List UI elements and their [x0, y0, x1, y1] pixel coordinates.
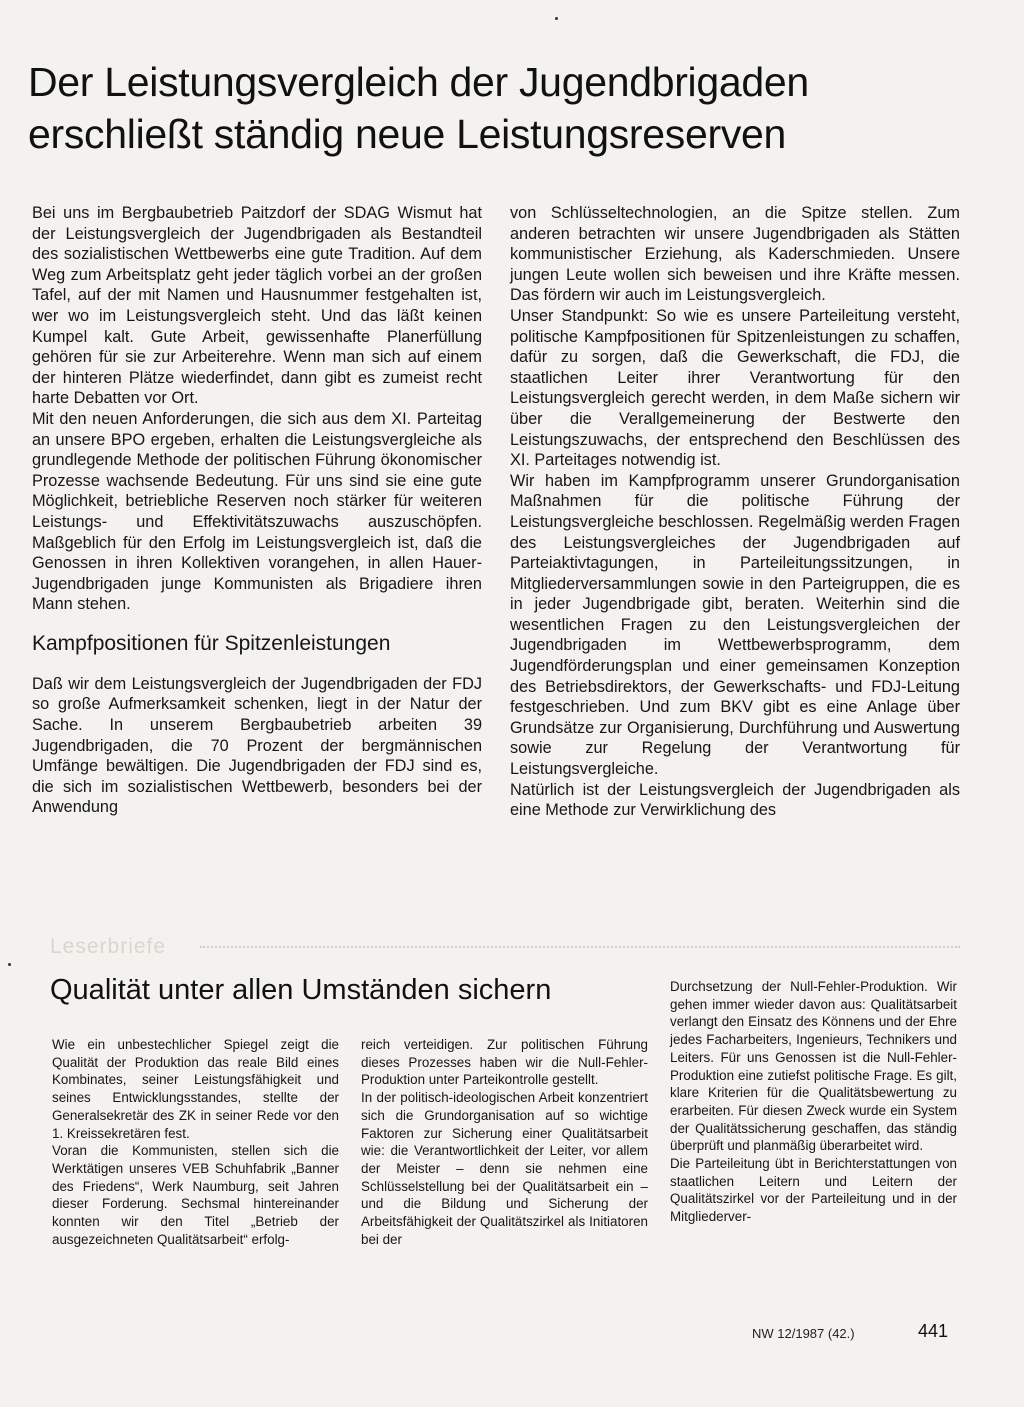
paragraph: Wie ein unbestechlicher Spiegel zeigt die Qualität der Produktion das reale Bild eines Kombinates, seiner Leistungsfähigkeit und seines Entwicklungsstandes, stellte der Generalsekretär des ZK in seiner Rede vor den 1. Kreissekretären fest.	[52, 1037, 339, 1141]
paragraph: In der politisch-ideologischen Arbeit konzentriert sich die Grundorganisation auf so wichtige Faktoren zur Sicherung einer Qualitätsarbeit wie: die Verantwortlichkeit der Leiter, vor allem der Meister – denn sie nehmen eine Schlüsselstellung bei der Qualitätsarbeit ein – und die Bildung und Sicherung der Arbeitsfähigkeit der Qualitätszirkel als Initiatoren bei der	[361, 1090, 648, 1247]
print-speck	[8, 963, 11, 966]
paragraph: Natürlich ist der Leistungsvergleich der Jugendbrigaden als eine Methode zur Verwirklichung des	[510, 780, 960, 820]
paragraph: Durchsetzung der Null-Fehler-Produktion. Wir gehen immer wieder davon aus: Qualitätsarbeit verlangt den Einsatz des Könnens und der Ehre jedes Facharbeiters, Ingenieurs, Technikers und Leiters. Für uns Genossen ist die Null-Fehler-Produktion eine zutiefst politische Frage. Es gilt, klare Kriterien für die Qualitätsbewertung zu erarbeiten. Für diesen Zweck wurde ein System der Qualitätssicherung geschaffen, das ständig überprüft und planmäßig überarbeitet wird.	[670, 979, 957, 1154]
article-title	[28, 56, 988, 160]
paragraph: reich verteidigen. Zur politischen Führung dieses Prozesses haben wir die Null-Fehler-Produktion unter Parteikontrolle gestellt.	[361, 1037, 648, 1088]
article-column-right	[510, 203, 960, 903]
paragraph: Wir haben im Kampfprogramm unserer Grundorganisation Maßnahmen für die politische Führung der Leistungsvergleiche beschlossen. Regelmäßig werden Fragen des Leistungsvergleiches der Jugendbrigaden auf Parteiaktivtagungen, in Parteileitungssitzungen, in Mitgliederversammlungen sowie in den Parteigruppen, die es in jeder Jugendbrigade gibt, beraten. Weiterhin sind die wesentlichen Fragen zu den Leistungsvergleichen der Jugendbrigaden im Wettbewerbsprogramm, dem Jugendförderungsplan und einer gemeinsamen Konzeption des Betriebsdirektors, der Gewerkschafts- und FDJ-Leitung festgeschrieben. Und zum BKV gibt es eine Anlage über Grundsätze zur Organisierung, Durchführung und Auswertung sowie zur Regelung der Verantwortung für Leistungsvergleiche.	[510, 471, 960, 779]
section-label: Leserbriefe	[50, 935, 167, 958]
article-body	[32, 203, 960, 903]
paragraph: Mit den neuen Anforderungen, die sich aus dem XI. Parteitag an unsere BPO ergeben, erhalten die Leistungsvergleiche als grundlegende Methode der politischen Führung ökonomischer Prozesse wachsende Bedeutung. Für uns sind sie eine gute Möglichkeit, betriebliche Reserven noch stärker für weiteren Leistungs- und Effektivitätszuwachs auszuschöpfen. Maßgeblich für den Erfolg im Leistungsvergleich ist, daß die Genossen in ihren Kollektiven vorangehen, in allen Hauer-Jugendbrigaden junge Kommunisten als Brigadiere ihren Mann stehen.	[32, 409, 482, 614]
article-column-left	[32, 203, 482, 903]
print-speck	[555, 17, 558, 20]
section-divider	[200, 946, 960, 948]
paragraph: Bei uns im Bergbaubetrieb Paitzdorf der SDAG Wismut hat der Leistungsvergleich der Jugendbrigaden als Bestandteil des sozialistischen Wettbewerbs eine gute Tradition. Auf dem Weg zum Arbeitsplatz geht jeder täglich vorbei an der großen Tafel, auf der mit Namen und Hausnummer festgehalten ist, wer wo im Leistungsvergleich steht. Und das läßt keinen Kumpel kalt. Gute Arbeit, gewissenhafte Planerfüllung gehören für sie zur Arbeiterehre. Wenn man sich auf einem der hinteren Plätze wiederfindet, dann gibt es zumeist recht harte Debatten vor Ort.	[32, 204, 482, 408]
article-title-line: Der Leistungsvergleich der Jugendbrigaden	[28, 59, 809, 105]
letter-column-2	[361, 1036, 648, 1326]
article-title-line: erschließt ständig neue Leistungsreserven	[28, 111, 787, 157]
paragraph: Voran die Kommunisten, stellen sich die Werktätigen unseres VEB Schuhfabrik „Banner des Friedens“, Werk Naumburg, seit Jahren dieser Forderung. Sechsmal hintereinander konnten wir den Titel „Betrieb der ausgezeichneten Qualitätsarbeit“ erfolg-	[52, 1143, 339, 1247]
letter-column-3	[670, 978, 957, 1326]
paragraph: Unser Standpunkt: So wie es unsere Parteileitung versteht, politische Kampfpositionen für Spitzenleistungen zu schaffen, dafür zu sorgen, daß die Gewerkschaft, die FDJ, die staatlichen Leiter ihrer Verantwortung für den Leistungsvergleich gerecht werden, in dem Maße sichern wir über die Verallgemeinerung der Bestwerte den Leistungszuwachs, der entsprechend den Beschlüssen des XI. Parteitages notwendig ist.	[510, 306, 960, 470]
letter-title: Qualität unter allen Umständen sichern	[50, 974, 552, 1006]
page-number: 441	[918, 1321, 949, 1341]
letter-column-1	[52, 1036, 339, 1326]
paragraph: Daß wir dem Leistungsvergleich der Jugendbrigaden der FDJ so große Aufmerksamkeit schenken, liegt in der Natur der Sache. In unserem Bergbaubetrieb arbeiten 39 Jugendbrigaden, die 70 Prozent der bergmännischen Umfänge bewältigen. Die Jugendbrigaden der FDJ sind es, die sich im sozialistischen Wettbewerb, besonders bei der Anwendung	[32, 674, 482, 817]
subheading: Kampfpositionen für Spitzenleistungen	[32, 631, 391, 655]
issue-reference: NW 12/1987 (42.)	[752, 1326, 855, 1341]
paragraph: von Schlüsseltechnologien, an die Spitze stellen. Zum anderen betrachten wir unsere Jugendbrigaden als Stätten kommunistischer Erziehung, als Kaderschmieden. Unsere jungen Leute wollen sich beweisen und ihre Kräfte messen. Das fördern wir auch im Leistungsvergleich.	[510, 204, 960, 305]
paragraph: Die Parteileitung übt in Berichterstattungen von staatlichen Leitern und Leitern der Qualitätszirkel vor der Parteileitung und in der Mitgliederver-	[670, 1156, 957, 1225]
